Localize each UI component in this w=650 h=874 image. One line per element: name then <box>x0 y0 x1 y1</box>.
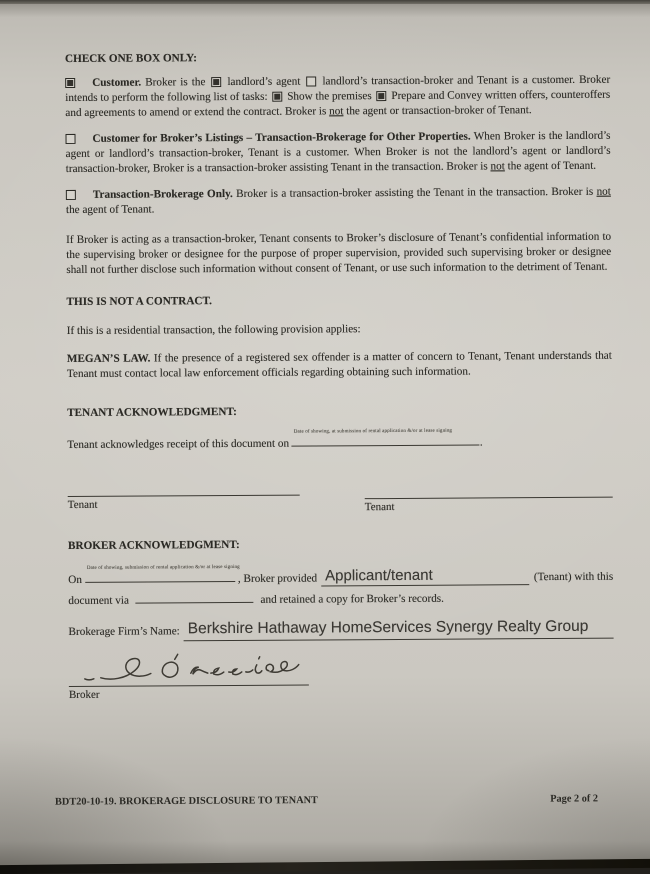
listings-text-1: When Broker is the landlord’s agent or landlord’s transaction-broker, Tenant is a customer. When Broker is not the landlord’s agent or landlord’s transaction-broker, Broker is a transaction-broker assisting Tenant in the transaction. Broker is <box>65 129 611 175</box>
photo-bottom-edge <box>0 859 650 874</box>
not-a-contract-heading: THIS IS NOT A CONTRACT. <box>66 295 212 308</box>
broker-provided-value: Applicant/tenant <box>325 566 433 585</box>
consent-paragraph: If Broker is acting as a transaction-broker, Tenant consents to Broker’s disclosure of Tenant’s confidential information to the supervising broker or designee for the purpose of proper supervision, provided such supervising broker or designee shall not further disclose such information without consent of Tenant, or use such information to the detriment of Tenant. <box>66 230 612 276</box>
listings-label: Customer for Broker’s Listings – Transaction-Brokerage for Other Properties. <box>92 130 471 145</box>
receipt-suffix: . <box>479 436 483 449</box>
megans-law-paragraph <box>67 349 612 382</box>
broker-date-hint: Date of showing, submission of rental application &/or at lease signing <box>86 564 240 571</box>
listings-checkbox-empty <box>66 134 76 144</box>
customer-text-2: landlord’s agent <box>223 75 305 89</box>
broker-provided-line <box>68 564 614 588</box>
customer-text-6: the agent or transaction-broker of Tenant. <box>343 104 532 118</box>
brokerage-firm-value: Berkshire Hathaway HomeServices Synergy Realty Group <box>187 617 589 638</box>
transaction-only-checkbox-empty <box>66 190 76 200</box>
customer-text-5: Prepare and Convey written offers, counteroffers and agreements to amend or extend the contract. Broker is <box>65 88 611 119</box>
tenant-signature-block-1 <box>68 495 300 517</box>
broker-via-line <box>68 588 613 609</box>
customer-paragraph <box>65 73 610 121</box>
customer-label: Customer. <box>92 76 142 89</box>
listings-not-underlined: not <box>490 160 505 173</box>
transaction-only-label: Transaction-Brokerage Only. <box>92 187 233 201</box>
customer-checkbox-checked <box>65 78 75 88</box>
footer-page-number: Page 2 of 2 <box>550 793 599 805</box>
customer-text-3: landlord’s transaction-broker and Tenant is a customer. Broker intends to perform the following list of tasks: <box>65 73 611 104</box>
transaction-only-not-underlined: not <box>596 185 611 198</box>
broker-via-suffix: and retained a copy for Broker’s records. <box>257 592 444 606</box>
customer-text-4: Show the premises <box>284 90 375 103</box>
broker-ack-heading: BROKER ACKNOWLEDGMENT: <box>67 538 240 552</box>
show-premises-checkbox-checked <box>272 92 282 102</box>
listings-paragraph <box>65 129 610 177</box>
transaction-only-text-1: Broker is a transaction-broker assisting the Tenant in the transaction. Broker is <box>232 185 597 200</box>
residential-line: If this is a residential transaction, the following provision applies: <box>66 323 361 337</box>
photo-top-edge <box>0 0 650 4</box>
broker-date-blank <box>85 564 240 583</box>
transaction-only-text-2: the agent of Tenant. <box>65 203 155 216</box>
tenant-signature-label-2: Tenant <box>364 500 395 514</box>
tenant-signature-block-2 <box>365 497 613 516</box>
broker-signature-label: Broker <box>68 688 100 701</box>
brokerage-firm-label: Brokerage Firm’s Name: <box>68 625 180 638</box>
broker-via-prefix: document via <box>68 594 132 607</box>
broker-tenant-suffix: (Tenant) with this <box>533 570 614 584</box>
broker-on-word: On <box>68 573 82 586</box>
landlords-agent-checkbox-checked <box>211 77 221 87</box>
tenant-signature-label-1: Tenant <box>67 498 98 511</box>
check-one-box-heading: CHECK ONE BOX ONLY: <box>65 52 197 65</box>
receipt-date-hint: Date of showing, at submission of rental application &/or at lease signing <box>293 428 453 435</box>
transaction-only-paragraph <box>66 185 611 218</box>
page-footer <box>55 793 598 807</box>
prepare-convey-checkbox-checked <box>376 91 386 101</box>
receipt-date-blank <box>292 428 480 446</box>
receipt-prefix: Tenant acknowledges receipt of this document on <box>67 437 292 451</box>
megans-law-text: If the presence of a registered sex offender is a matter of concern to Tenant, Tenant understands that Tenant must contact local law enforcement officials regarding obtaining such information. <box>66 349 612 380</box>
tenant-signature-row <box>68 493 613 517</box>
megans-law-label: MEGAN’S LAW. <box>66 352 151 365</box>
broker-via-blank <box>136 590 254 604</box>
footer-form-number: BDT20-10-19. BROKERAGE DISCLOSURE TO TENANT <box>54 795 318 808</box>
customer-not-underlined: not <box>329 105 344 118</box>
brokerage-firm-row <box>68 617 613 642</box>
broker-provided-text: , Broker provided <box>237 572 318 585</box>
tenant-receipt-line <box>67 428 612 453</box>
brokerage-firm-value-blank <box>184 617 614 642</box>
landlords-transaction-broker-checkbox-empty <box>306 76 316 86</box>
broker-signature-block <box>69 648 324 703</box>
tenant-ack-heading: TENANT ACKNOWLEDGMENT: <box>67 405 237 419</box>
listings-text-2: the agent of Tenant. <box>504 159 597 173</box>
document-page <box>65 49 614 703</box>
customer-text-1: Broker is the <box>141 76 210 89</box>
broker-signature <box>79 648 314 685</box>
broker-provided-blank <box>321 568 529 586</box>
